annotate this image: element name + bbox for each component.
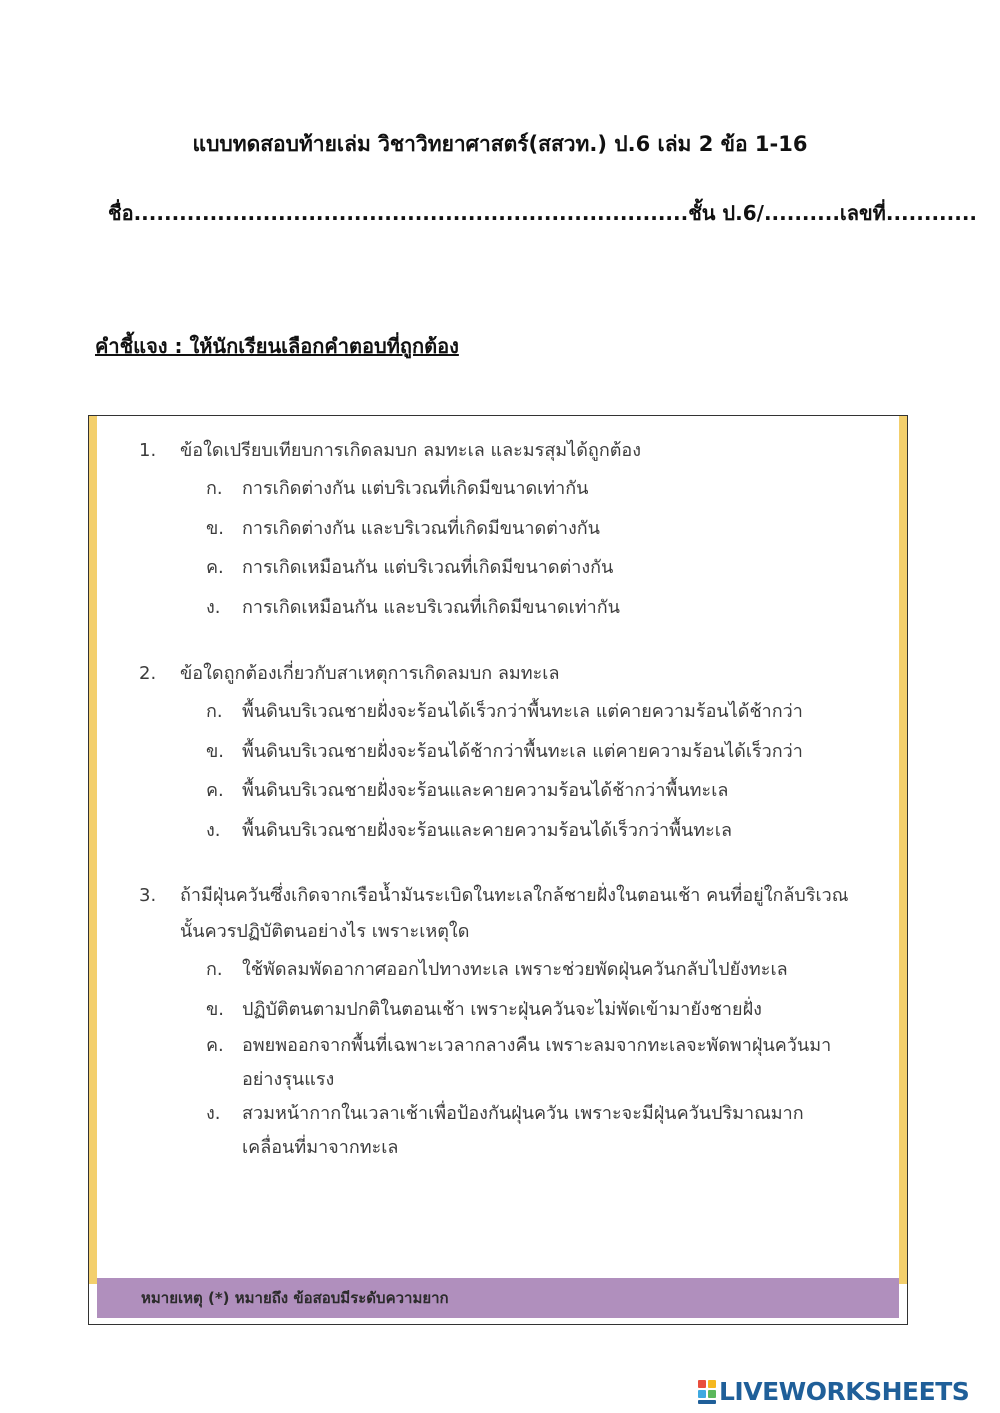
choice-text: พื้นดินบริเวณชายฝั่งจะร้อนและคายความร้อนได้ช้ากว่าพื้นทะเล (242, 780, 729, 801)
choice-letter: ข. (206, 517, 225, 539)
brand-name: LIVEWORKSHEETS (719, 1377, 970, 1406)
quiz-box (88, 415, 908, 1325)
choice-1a[interactable] (206, 469, 859, 509)
choice-1c[interactable] (206, 548, 859, 588)
choice-2a[interactable] (206, 692, 859, 732)
instruction-text: คำชี้แจง : ให้นักเรียนเลือกคำตอบที่ถูกต้อง (95, 334, 459, 358)
question-text: ข้อใดถูกต้องเกี่ยวกับสาเหตุการเกิดลมบก ลมทะเล (180, 663, 560, 684)
right-stripe (899, 416, 907, 1284)
question-number: 2. (139, 663, 157, 684)
choice-letter: ค. (206, 1035, 224, 1056)
choice-letter: ค. (206, 557, 224, 578)
question-number: 1. (139, 440, 157, 461)
liveworksheets-logo-icon (697, 1379, 717, 1405)
choice-letter: ก. (206, 701, 223, 722)
choice-text: ปฏิบัติตนตามปกติในตอนเช้า เพราะฝุ่นควันจะไม่พัดเข้ามายังชายฝั่ง (242, 998, 762, 1020)
page-title: แบบทดสอบท้ายเล่ม วิชาวิทยาศาสตร์(สสวท.) ป.6 เล่ม 2 ข้อ 1-16 (192, 132, 808, 156)
question-text: ถ้ามีฝุ่นควันซึ่งเกิดจากเรือน้ำมันระเบิดในทะเลใกล้ชายฝั่งในตอนเช้า คนที่อยู่ใกล้บริเวณนั้นควรปฏิบัติตนอย่างไร เพราะเหตุใด (180, 885, 849, 942)
choice-text: การเกิดเหมือนกัน และบริเวณที่เกิดมีขนาดเท่ากัน (242, 596, 620, 618)
choice-text: อพยพออกจากพื้นที่เฉพาะเวลากลางคืน เพราะลมจากทะเลจะพัดพาฝุ่นควันมาอย่างรุนแรง (242, 1035, 832, 1090)
liveworksheets-logo[interactable] (697, 1377, 969, 1406)
student-info-line: ชื่อ.........................................................................ชั้น ป.6/..........เลขที่............ (108, 201, 978, 225)
choice-text: การเกิดต่างกัน และบริเวณที่เกิดมีขนาดต่างกัน (242, 517, 600, 539)
choice-2c[interactable] (206, 771, 859, 811)
choice-1d[interactable] (206, 588, 859, 628)
choice-3b[interactable] (206, 990, 859, 1030)
choice-text: การเกิดเหมือนกัน แต่บริเวณที่เกิดมีขนาดต่างกัน (242, 557, 614, 578)
choice-3c[interactable] (206, 1029, 859, 1097)
choice-text: พื้นดินบริเวณชายฝั่งจะร้อนได้ช้ากว่าพื้นทะเล แต่คายความร้อนได้เร็วกว่า (242, 740, 803, 762)
choice-letter: ก. (206, 478, 223, 499)
choice-3d[interactable] (206, 1097, 859, 1165)
choice-text: การเกิดต่างกัน แต่บริเวณที่เกิดมีขนาดเท่ากัน (242, 478, 589, 499)
question-text: ข้อใดเปรียบเทียบการเกิดลมบก ลมทะเล และมรสุมได้ถูกต้อง (180, 440, 642, 461)
choice-text: พื้นดินบริเวณชายฝั่งจะร้อนได้เร็วกว่าพื้นทะเล แต่คายความร้อนได้ช้ากว่า (242, 701, 803, 722)
question-3 (139, 878, 859, 1165)
question-1 (139, 433, 859, 627)
choice-3a[interactable] (206, 950, 859, 990)
question-2 (139, 656, 859, 850)
choice-text: พื้นดินบริเวณชายฝั่งจะร้อนและคายความร้อนได้เร็วกว่าพื้นทะเล (242, 819, 732, 841)
choice-1b[interactable] (206, 509, 859, 549)
choice-text: สวมหน้ากากในเวลาเช้าเพื่อป้องกันฝุ่นควัน เพราะจะมีฝุ่นควันปริมาณมากเคลื่อนที่มาจากทะเล (242, 1103, 804, 1158)
note-bar: หมายเหตุ (*) หมายถึง ข้อสอบมีระดับความยาก (97, 1278, 899, 1318)
question-number: 3. (139, 885, 157, 906)
choice-2b[interactable] (206, 732, 859, 772)
choice-letter: ค. (206, 780, 224, 801)
choice-letter: ง. (206, 1103, 221, 1124)
choice-text: ใช้พัดลมพัดอากาศออกไปทางทะเล เพราะช่วยพัดฝุ่นควันกลับไปยังทะเล (242, 959, 788, 980)
choice-letter: ก. (206, 959, 223, 980)
choice-letter: ง. (206, 596, 221, 618)
choice-letter: ข. (206, 998, 225, 1020)
left-stripe (89, 416, 97, 1284)
choice-letter: ข. (206, 740, 225, 762)
choice-2d[interactable] (206, 811, 859, 851)
choice-letter: ง. (206, 819, 221, 841)
